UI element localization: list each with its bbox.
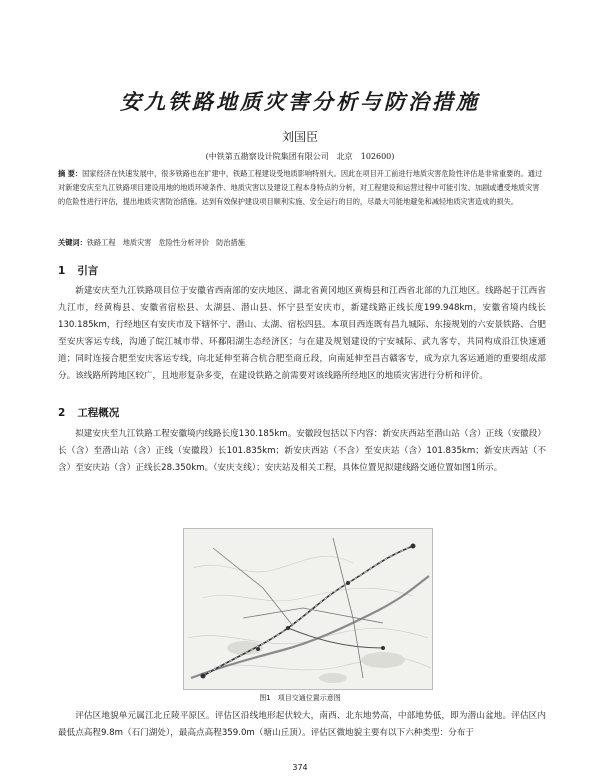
section-body-1: 新建安庆至九江铁路项目位于安徽省西南部的安庆地区、湖北省黄冈地区黄梅县和江西省北部的九江地区。线路起于江西省九江市，经黄梅县、安徽省宿松县、太湖县、潜山县、怀宁县至安庆市，新建线路正线长度199.948km，安徽省境内线长130.185km，行经地区有安庆市及下辖怀宁、潜山、太湖、宿松四县。本项目西连既有昌九城际、东接规划的六安景铁路、合肥至安庆客运专线，沟通了皖江城市带、环鄱阳湖生态经济区；与在建及规划建设的宁安城际、武九客专，共同构成沿江快速通道；同时连接合肥至安庆客运专线，向北延伸至蒋合杭合肥至商丘段，向南延伸至昌吉赣客专，成为京九客运通道的重要组成部分。该线路所跨地区较广，且地形复杂多变，在建设铁路之前需要对该线路所经地区的地质灾害进行分析和评价。 [58,286,546,381]
section-title: 工程概况 [77,407,120,419]
section-heading-1 [58,263,98,278]
location-map-figure [183,528,433,690]
location-map [183,528,433,690]
section-title: 引言 [77,265,99,277]
author-affiliation: (中铁第五勘察设计院集团有限公司 北京 102600) [205,152,395,161]
section-number: 1 [58,265,66,277]
figure-caption: 图1 项目交通位置示意图 [259,694,341,702]
keywords-text: 铁路工程 地质灾害 危险性分析评价 防治措施 [86,238,245,247]
keywords [58,237,544,249]
section-body-2: 拟建安庆至九江铁路工程安徽境内线路长度130.185km。安徽段包括以下内容：新安庆西站至潜山站（含）正线（安徽段）长（含）至潜山站（含）正线（安徽段）长101.835km；新安庆西站（不含）至安庆站（含）101.835km；新安庆西站（不含）至安庆站（含）正线长28.350km。（安庆支线）；安庆站及相关工程，具体位置见拟建线路交通位置如图1所示。 [58,429,546,473]
section-number: 2 [58,407,66,419]
abstract-text: 国家经济在快速发展中，很多铁路也在扩建中，铁路工程建设受地质影响特别大。因此在项目开工前进行地质灾害危险性评估是非常重要的。通过对新建安庆至九江铁路项目建设用地的地质环境条件、地质灾害以及建设工程本身特点的分析，对工程建设和运营过程中可能引发、加剧或遭受地质灾害的危险性进行评估，提出地质灾害防治措施。达到有效保护建设项目顺利实施、安全运行的目的，尽最大可能地避免和减轻地质灾害造成的损失。 [58,169,543,206]
section-heading-2 [58,405,119,420]
page-number: 374 [292,763,308,772]
trailing-paragraph: 评估区地貌单元属江北丘陵平原区。评估区沿线地形起伏较大，南西、北东地势高，中部地势低，即为潜山盆地。评估区内最低点高程9.8m（石门湖处），最高点高程359.0m（塘山丘顶）。评估区微地貌主要有以下六种类型：分布于 [58,711,546,738]
keywords-label: 关键词： [58,238,87,247]
abstract [58,167,544,209]
author-name: 刘国臣 [281,130,318,144]
abstract-label: 摘 要： [58,169,83,178]
paper-title: 安九铁路地质灾害分析与防治措施 [120,89,480,114]
